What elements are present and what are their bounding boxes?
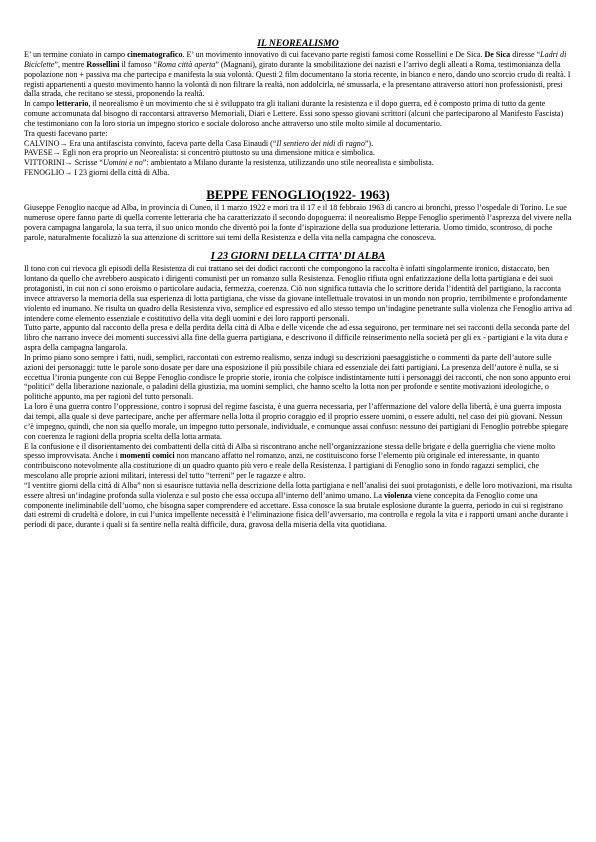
- author-fenoglio: FENOGLIO→ I 23 giorni della città di Alba.: [24, 168, 170, 178]
- paragraph-biography: Giuseppe Fenoglio nacque ad Alba, in provincia di Cuneo, il 1 marzo 1922 e morì tra il 17 e il 18 febbraio 1963 di cancro ai bronchi, presso l’ospedale di Torino. Le sue numerose opere fanno parte di quella corrente letteraria che ha caratterizzato il secondo dopoguerra: il neorealismo Beppe Fenoglio sperimentò l’asprezza del vivere nella povera campagna langarola, la sua terra, il suo unico mondo che diventò poi la fonte d’ispirazione della sua produzione letteraria. Uomo timido, scontroso, di poche parole, naturalmente focalizzò la sua attenzione di scrittore sui temi della Resistenza e della vita nella campagna che conosceva.: [24, 202, 572, 242]
- paragraph-intro-list: Tra questi facevano parte:: [24, 128, 108, 138]
- text-span: . E’ un movimento innovativo di cui facevano parte registi famosi come Rossellini e De Sica.: [182, 50, 485, 59]
- bold-term: Rossellini: [86, 59, 120, 69]
- italic-title: Roma città aperta: [157, 59, 216, 69]
- section-23-giorni: [24, 264, 572, 530]
- text-span: viene concepita da Fenoglio come una componente ineliminabile dell’uomo, che bisogna saper comprendere ed accettare. Essa conosce la sua brutale esplosione durante la guerra, periodo in cui si registrano dati estremi di crudeltà e dolore, in cui l’unica impellente necessità è l’eliminazione fisica dell’avversario, ma controlla e regola la vita e i rapporti umani anche durante i periodi di pace, durante i quali si fa sentire nella realtà difficile, dura, gravosa della miseria della vita quotidiana.: [24, 490, 569, 530]
- paragraph-letterario: [24, 99, 572, 129]
- text-span: diresse “: [510, 50, 541, 59]
- bold-term: cinematografico: [127, 50, 183, 59]
- text-span: non mancano affatto nel romanzo, anzi, ne costituiscono forse l’elemento più originale ed interessante, in quanto contribuiscono notevolmente alla costituzione di un quadro quanto più vero e reale della Resistenza. I partigiani di Fenoglio sono in fondo ragazzi semplici, che mescolano alle proprie azioni militari, interessi del tutto “terreni” per le ragazze e altro.: [24, 451, 540, 481]
- paragraph-cinema: [24, 50, 572, 99]
- text-span: ”: ambientato a Milano durante la resistenza, utilizzando uno stile neorealista e simbolista.: [142, 158, 434, 168]
- paragraph-confusione: [24, 442, 572, 481]
- paragraph-tono: Il tono con cui rievoca gli episodi della Resistenza di cui trattano sei dei dodici racconti che compongono la raccolta è infatti singolarmente ironico, distaccato, ben lontano da quello che avrebbero auspicato i dirigenti comunisti per un romanzo sulla Resistenza. Fenoglio rifiuta ogni enfatizzazione della lotta partigiana e dei suoi protagonisti, in cui non ci sono eroismo o particolare audacia, fermezza, coerenza. Ciò non significa tuttavia che lo scrittore derida l’identità del partigiano, la racconta invece attraverso la memoria della sua esperienza di lotta partigiana, che visse da giovane intellettuale trovatosi in un mondo non proprio, terribilmente e profondamente violento ed inumano. Ne risulta un quadro della Resistenza vivo, semplice ed espressivo ed allo stesso tempo un’indagine penetrante sulla violenza che Fenoglio arriva ad intendere come elemento essenziale e costitutivo della vita degli uomini e dei loro rapporti personali.: [24, 264, 572, 323]
- italic-title: Il sentiero dei nidi di ragno: [276, 138, 365, 148]
- paragraph-guerra: La loro è una guerra contro l’oppressione, contro i soprusi del regime fascista, è una guerra necessaria, per l’affermazione del valore della libertà, è una guerra imposta dai tempi, alla quale si deve partecipare, anche per affermare nella lotta il proprio coraggio ed il proprio essere uomini, o essere adulti, nel caso dei più giovani. Nessun c’è impegno, quindi, che non sia quello morale, un impegno tutto personale, individuale, e comunque assai confuso: nessuno dei partigiani di Fenoglio potrebbe spiegare con coerenza le ragioni della propria scelta della lotta armata.: [24, 402, 569, 441]
- author-pavese: PAVESE→ Egli non era proprio un Neorealista: si concentrò piuttosto su una dimensione mitica e simbolica.: [24, 148, 375, 158]
- author-calvino: [24, 139, 572, 149]
- text-span: VITTORINI→ Scrisse “: [24, 158, 103, 168]
- title-neorealismo: IL NEOREALISMO: [257, 38, 339, 49]
- text-span: In campo: [24, 99, 57, 109]
- document-page: [24, 38, 572, 530]
- text-span: il famoso “: [119, 59, 158, 69]
- bold-term: letterario: [56, 99, 89, 109]
- paragraph-struttura: Tutto parte, appunto dal racconto della presa e della perdita della città di Alba e delle vicende che ad essa seguirono, per terminare nei sei racconti della seconda parte del libro che narrano invece dei momenti successivi alla fine della guerra partigiana, e descrivono il difficile reinserimento nella società per gli ex - partigiani e la vita dura e aspra della campagna langarola.: [24, 323, 570, 353]
- author-vittorini: [24, 158, 572, 168]
- title-fenoglio: BEPPE FENOGLIO(1922- 1963): [206, 186, 390, 202]
- italic-title: Ladri di Biciclette: [24, 50, 567, 69]
- text-span: ”, mentre: [54, 59, 87, 69]
- paragraph-violenza: [24, 481, 572, 530]
- text-span: E la confusione e il disorientamento dei combattenti della città di Alba si riscontrano anche nell’organizzazione stessa delle brigate e della guerriglia che viene molto spesso improvvisata. Anche i: [24, 441, 556, 461]
- bold-term: momenti comici: [119, 451, 175, 461]
- title-23-giorni: I 23 GIORNI DELLA CITTA’ DI ALBA: [210, 251, 386, 263]
- text-span: , il neorealismo è un movimento che si è sviluppato tra gli italiani durante la resistenza e il dopo guerra, ed è composto prima di tutto da gente comune accomunata dal bisogno di raccontarsi attraverso Memoriali, Diari e Lettere. Essi sono spesso giovani scrittori (alcuni che parteciparono al Manifesto Fascista) che testimoniano con la loro storia un impegno storico e sociale doloroso anche attraverso uno stile molto simile al documentario.: [24, 99, 564, 128]
- text-span: ” (Magnani), girato durante la smobilitazione dei nazisti e l’arrivo degli alleati a Roma, testimonianza della popolazione non + passiva ma che partecipa e manifesta la sua volontà. Questi 2 film documentano la storia recente, in bianco e nero, dando uno scorcio crudo di realtà. I registi appartenenti a questo movimento hanno la volontà di non filtrare la realtà, non addolcirla, né smussarla, e la presentano attraverso attori non professionisti, presi dalla strada, che recitano se stessi, proponendo la realtà.: [24, 59, 571, 99]
- text-span: ”).: [364, 138, 374, 148]
- bold-term: violenza: [383, 490, 413, 500]
- italic-title: Uomini e no: [102, 158, 143, 168]
- section-fenoglio: [24, 203, 572, 242]
- section-neorealismo: [24, 50, 572, 178]
- text-span: E’ un termine coniato in campo: [24, 50, 128, 59]
- text-span: “I ventitre giorni della città di Alba” non si esaurisce tuttavia nella descrizione della lotta partigiana e nell’analisi dei suoi protagonisti, e delle loro motivazioni, ma risulta essere altresì un’indagine profonda sulla violenza e sul posto che essa occupa all’interno dell’animo umano. La: [24, 480, 572, 500]
- paragraph-fatti: In primo piano sono sempre i fatti, nudi, semplici, raccontati con estremo realismo, senza indugi su descrizioni paesaggistiche o commenti da parte dell’autore sulle azioni dei personaggi: tutte le parole sono dosate per dare una esposizione il più possibile chiara ed essenziale dei fatti partigiani. La presenza dell’autore è nulla, se si eccettua l’ironia pungente con cui Beppe Fenoglio condisce le proprie storie, ironia che colpisce indistintamente tutti i personaggi dei racconti, che non sono appunto eroi “politici” della liberazione nazionale, o paladini della giustizia, ma uomini semplici, che hanno scelto la lotta non per profonde e sentite motivazioni ideologiche, o politiche appunto, ma per ragioni del tutto personali.: [24, 352, 571, 402]
- text-span: CALVINO→ Era una antifascista convinto, faceva parte della Casa Einaudi (“: [24, 138, 277, 148]
- bold-term: De Sica: [484, 50, 511, 59]
